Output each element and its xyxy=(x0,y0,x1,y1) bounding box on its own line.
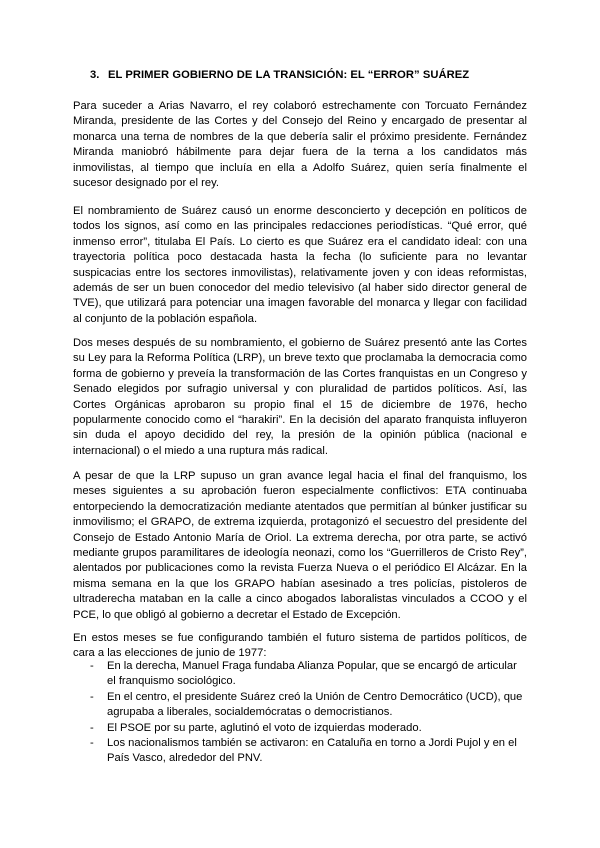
list-item-text: El PSOE por su parte, aglutinó el voto de izquierdas moderado. xyxy=(107,721,422,734)
list-item-text: En el centro, el presidente Suárez creó la Unión de Centro Democrático (UCD), que agrupaba a liberales, socialdemócratas o democristianos. xyxy=(107,690,523,719)
paragraph-1: Para suceder a Arias Navarro, el rey colaboró estrechamente con Torcuato Fernández Miranda, presidente de las Cortes y del Consejo del Reino y encargado de presentar al monarca una terna de nombres de la que debería salir el próximo presidente. Fernández Miranda maniobró hábilmente para dejar fuera de la terna a los candidatos más inmovilistas, al tiempo que incluía en ella a Adolfo Suárez, quien sería finalmente el sucesor designado por el rey. xyxy=(73,100,527,190)
list-intro: En estos meses se fue configurando también el futuro sistema de partidos políticos, de cara a las elecciones de junio de 1977: xyxy=(73,632,527,660)
bullet-dash: - xyxy=(90,737,94,750)
list-item xyxy=(73,721,527,736)
bullet-dash: - xyxy=(90,690,94,703)
list-item xyxy=(73,659,527,690)
list-item xyxy=(73,690,527,721)
paragraph-3: Dos meses después de su nombramiento, el gobierno de Suárez presentó ante las Cortes su Ley para la Reforma Política (LRP), un breve texto que proclamaba la democracia como forma de gobierno y preveía la transformación de las Cortes franquistas en un Congreso y Senado elegidos por sufragio universal y con pluralidad de partidos políticos. Así, las Cortes Orgánicas aprobaron su propio final el 15 de diciembre de 1976, hecho popularmente conocido como el “harakiri”. En la decisión del aparato franquista influyeron sin duda el apoyo decidido del rey, la presión de la opinión pública (nacional e internacional) o el miedo a una ruptura más radical. xyxy=(73,337,527,457)
list-item-text: En la derecha, Manuel Fraga fundaba Alianza Popular, que se encargó de articular el franquismo sociológico. xyxy=(107,660,517,688)
paragraph-2: El nombramiento de Suárez causó un enorme desconcierto y decepción en políticos de todos los signos, así como en las principales redacciones periodísticas. “Qué error, qué inmenso error”, titulaba El País. Lo cierto es que Suárez era el candidato ideal: con una trayectoria política poco destacada hasta la fecha (lo suficiente para no levantar suspicacias entre los sectores inmovilistas), relativamente joven y con ideas reformistas, además de ser un buen conocedor del medio televisivo (al haber sido director general de TVE), que utilizará para potenciar una imagen favorable del monarca y llegar con facilidad al conjunto de la población española. xyxy=(73,205,527,325)
party-list xyxy=(73,659,527,767)
section-number: 3. xyxy=(90,69,100,81)
bullet-dash: - xyxy=(90,660,94,672)
paragraph-4: A pesar de que la LRP supuso un gran avance legal hacia el final del franquismo, los meses siguientes a su aprobación fueron especialmente conflictivos: ETA continuaba entorpeciendo la democratización mediante atentados que permitían al búnker justificar su inmovilismo; el GRAPO, de extrema izquierda, protagonizó el secuestro del presidente del Consejo de Estado Antonio María de Oriol. La extrema derecha, por otra parte, se activó mediante grupos paramilitares de ideología neonazi, como los “Guerrilleros de Cristo Rey”, alentados por publicaciones como la revista Fuerza Nueva o el periódico El Alcázar. En la misma semana en la que los GRAPO habían asesinado a tres policías, pistoleros de ultraderecha mataban en la calle a cinco abogados laboralistas vinculados a CCOO y el PCE, lo que obligó al gobierno a decretar el Estado de Excepción. xyxy=(73,470,527,621)
section-title: EL PRIMER GOBIERNO DE LA TRANSICIÓN: EL “ERROR” SUÁREZ xyxy=(108,69,470,81)
list-item-text: Los nacionalismos también se activaron: en Cataluña en torno a Jordi Pujol y en el País Vasco, alrededor del PNV. xyxy=(107,737,517,765)
section-heading xyxy=(90,69,469,81)
list-item xyxy=(73,736,527,767)
bullet-dash: - xyxy=(90,721,94,734)
